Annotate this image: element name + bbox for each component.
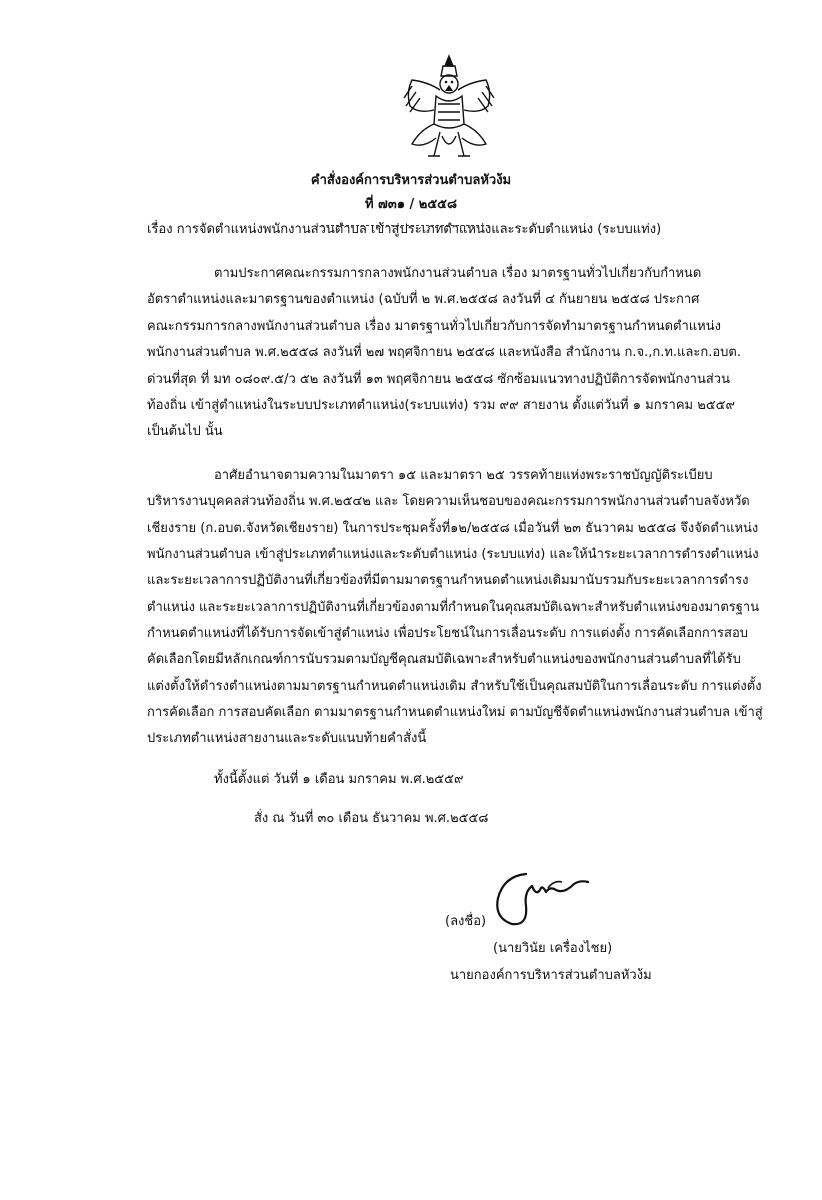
para2-line: บริหารงานบุคคลส่วนท้องถิ่น พ.ศ.๒๕๔๒ และ โดยความเห็นชอบของคณะกรรมการพนักงานส่วนตำบลจังหวัด	[147, 494, 750, 509]
sign-label: (ลงชื่อ)	[445, 914, 487, 929]
order-date: สั่ง ณ วันที่ ๓๐ เดือน ธันวาคม พ.ศ.๒๕๕๘	[254, 811, 489, 826]
separator-line	[321, 225, 489, 226]
para1-line: ตามประกาศคณะกรรมการกลางพนักงานส่วนตำบล เรื่อง มาตรฐานทั่วไปเกี่ยวกับกำหนด	[214, 266, 702, 281]
para1-line: ท้องถิ่น เข้าสู่ตำแหน่งในระบบประเภทตำแหน่ง(ระบบแท่ง) รวม ๙๙ สายงาน ตั้งแต่วันที่ ๑ มกราคม ๒๕๕๙	[147, 398, 736, 413]
para2-line: ตำแหน่ง และระยะเวลาการปฏิบัติงานที่เกี่ยวข้องตามที่กำหนดในคุณสมบัติเฉพาะสำหรับตำแหน่งของมาตรฐาน	[147, 600, 760, 615]
para2-line: เชียงราย (ก.อบต.จังหวัดเชียงราย) ในการประชุมครั้งที่๑๒/๒๕๕๘ เมื่อวันที่ ๒๓ ธันวาคม ๒๕๕๘ จึงจัดตำแหน่ง	[147, 521, 759, 536]
order-title: คำสั่งองค์การบริหารส่วนตำบลหัวง้ม	[310, 173, 512, 188]
order-subject: เรื่อง การจัดตำแหน่งพนักงานส่วนตำบล เข้าสู่ประเภทตำแหน่งและระดับตำแหน่ง (ระบบแท่ง)	[147, 222, 662, 237]
para2-line: และระยะเวลาการปฏิบัติงานที่เกี่ยวข้องที่มีตามมาตรฐานกำหนดตำแหน่งเดิมมานับรวมกับระยะเวลาการดำรง	[147, 573, 749, 588]
para1-line: เป็นต้นไป นั้น	[147, 424, 223, 439]
handwritten-signature	[492, 866, 602, 936]
para1-line: อัตราตำแหน่งและมาตรฐานของตำแหน่ง (ฉบับที่ ๒ พ.ศ.๒๕๕๘ ลงวันที่ ๔ กันยายน ๒๕๕๘ ประกาศ	[147, 292, 700, 307]
para1-line: คณะกรรมการกลางพนักงานส่วนตำบล เรื่อง มาตรฐานทั่วไปเกี่ยวกับการจัดทำมาตรฐานกำหนดตำแหน่ง	[147, 319, 721, 334]
para2-line: การคัดเลือก การสอบคัดเลือก ตามมาตรฐานกำหนดตำแหน่งใหม่ ตามบัญชีจัดตำแหน่งพนักงานส่วนตำบล เข้าสู่	[147, 705, 763, 720]
signer-position: นายกองค์การบริหารส่วนตำบลหัวง้ม	[450, 968, 652, 983]
para1-line: ด่วนที่สุด ที่ มท ๐๘๐๙.๕/ว ๕๒ ลงวันที่ ๑๓ พฤศจิกายน ๒๕๕๘ ซักซ้อมแนวทางปฏิบัติการจัดพนักงานส่วน	[147, 372, 730, 387]
signer-name: (นายวินัย เครื่องไชย)	[493, 941, 613, 956]
order-number: ที่ ๗๓๑ / ๒๕๕๘	[364, 197, 458, 212]
para1-line: พนักงานส่วนตำบล พ.ศ.๒๕๕๘ ลงวันที่ ๒๗ พฤศจิกายน ๒๕๕๘ และหนังสือ สำนักงาน ก.จ.,ก.ท.และก.อบต.	[147, 345, 741, 360]
para2-line: พนักงานส่วนตำบล เข้าสู่ประเภทตำแหน่งและระดับตำแหน่ง (ระบบแท่ง) และให้นำระยะเวลาการดำรงตำแหน่ง	[147, 547, 759, 562]
para2-line: คัดเลือกโดยมีหลักเกณฑ์การนับรวมตามบัญชีคุณสมบัติเฉพาะสำหรับตำแหน่งของพนักงานส่วนตำบลที่ได้รับ	[147, 652, 741, 667]
para2-line: กำหนดตำแหน่งที่ได้รับการจัดเข้าสู่ตำแหน่ง เพื่อประโยชน์ในการเลื่อนระดับ การแต่งตั้ง การคัดเลือกการสอบ	[147, 626, 749, 641]
garuda-emblem	[398, 52, 500, 164]
effective-date: ทั้งนี้ตั้งแต่ วันที่ ๑ เดือน มกราคม พ.ศ.๒๕๕๙	[214, 772, 464, 787]
para2-line: ประเภทตำแหน่งสายงานและระดับแนบท้ายคำสั่งนี้	[147, 731, 427, 746]
para2-line: แต่งตั้งให้ดำรงตำแหน่งตามมาตรฐานกำหนดตำแหน่งเดิม สำหรับใช้เป็นคุณสมบัติในการเลื่อนระดับ การแต่งตั้ง	[147, 679, 762, 694]
para2-line: อาศัยอำนาจตามความในมาตรา ๑๕ และมาตรา ๒๕ วรรคท้ายแห่งพระราชบัญญัติระเบียบ	[214, 468, 713, 483]
